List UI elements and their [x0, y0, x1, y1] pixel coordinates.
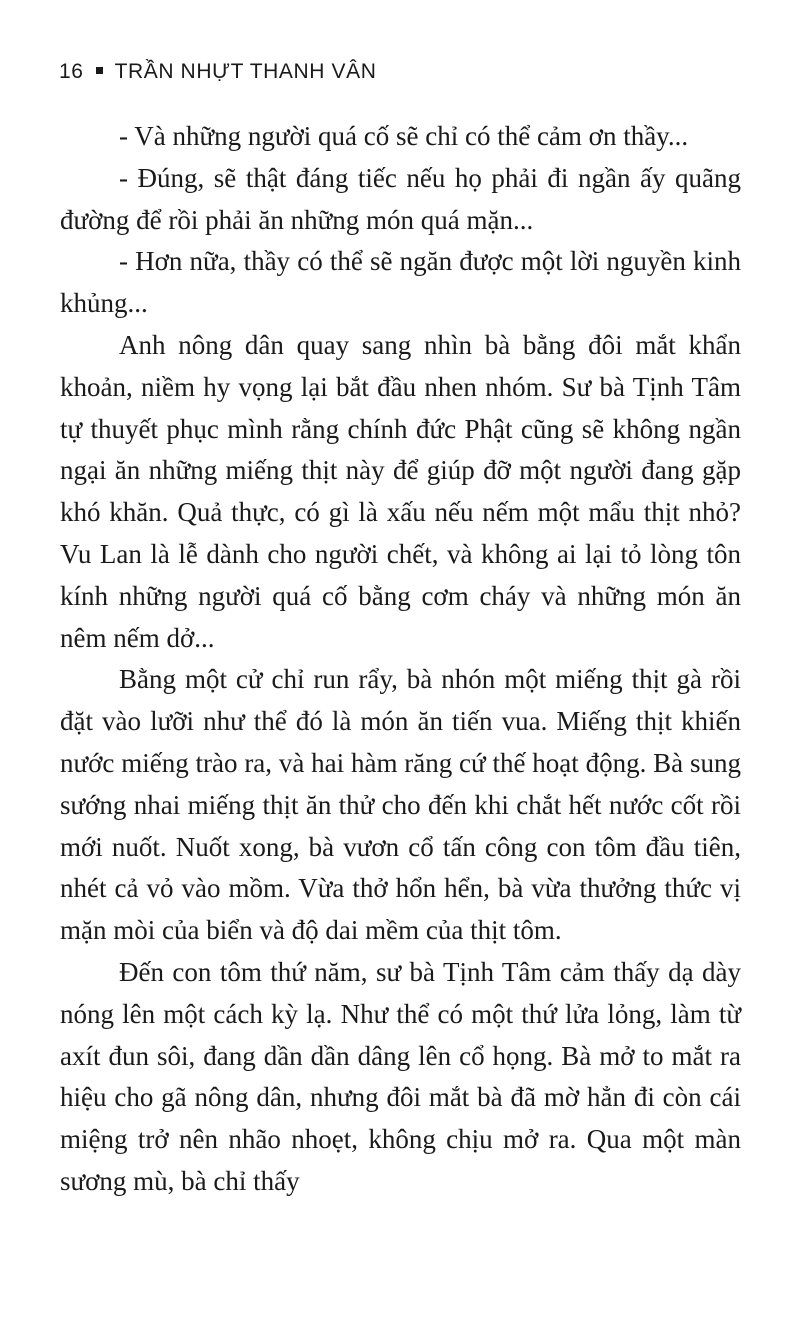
body-text: [60, 116, 741, 1203]
bullet-separator: [96, 67, 103, 74]
paragraph-2: - Đúng, sẽ thật đáng tiếc nếu họ phải đi ngần ấy quãng đường để rồi phải ăn những món quá mặn...: [60, 162, 741, 235]
paragraph-4: Anh nông dân quay sang nhìn bà bằng đôi mắt khẩn khoản, niềm hy vọng lại bắt đầu nhen nhóm. Sư bà Tịnh Tâm tự thuyết phục mình rằng chính đức Phật cũng sẽ không ngần ngại ăn những miếng thịt này để giúp đỡ một người đang gặp khó khăn. Quả thực, có gì là xấu nếu nếm một mẩu thịt nhỏ? Vu Lan là lễ dành cho người chết, và không ai lại tỏ lòng tôn kính những người quá cố bằng cơm cháy và những món ăn nêm nếm dở...: [60, 329, 741, 653]
author-name: TRẦN NHỰT THANH VÂN: [114, 60, 377, 83]
running-head: [59, 60, 376, 84]
paragraph-1: - Và những người quá cố sẽ chỉ có thể cảm ơn thầy...: [119, 121, 689, 151]
page-number: 16: [59, 60, 84, 83]
paragraph-5: Bằng một cử chỉ run rẩy, bà nhón một miếng thịt gà rồi đặt vào lưỡi như thể đó là món ăn tiến vua. Miếng thịt khiến nước miếng trào ra, và hai hàm răng cứ thế hoạt động. Bà sung sướng nhai miếng thịt ăn thử cho đến khi chắt hết nước cốt rồi mới nuốt. Nuốt xong, bà vươn cổ tấn công con tôm đầu tiên, nhét cả vỏ vào mồm. Vừa thở hổn hển, bà vừa thưởng thức vị mặn mòi của biển và độ dai mềm của thịt tôm.: [60, 664, 741, 946]
paragraph-6: Đến con tôm thứ năm, sư bà Tịnh Tâm cảm thấy dạ dày nóng lên một cách kỳ lạ. Như thể có một thứ lửa lỏng, làm từ axít đun sôi, đang dần dần dâng lên cổ họng. Bà mở to mắt ra hiệu cho gã nông dân, nhưng đôi mắt bà đã mờ hẳn đi còn cái miệng trở nên nhão nhoẹt, không chịu mở ra. Qua một màn sương mù, bà chỉ thấy: [60, 956, 741, 1196]
paragraph-3: - Hơn nữa, thầy có thể sẽ ngăn được một lời nguyền kinh khủng...: [60, 246, 741, 319]
